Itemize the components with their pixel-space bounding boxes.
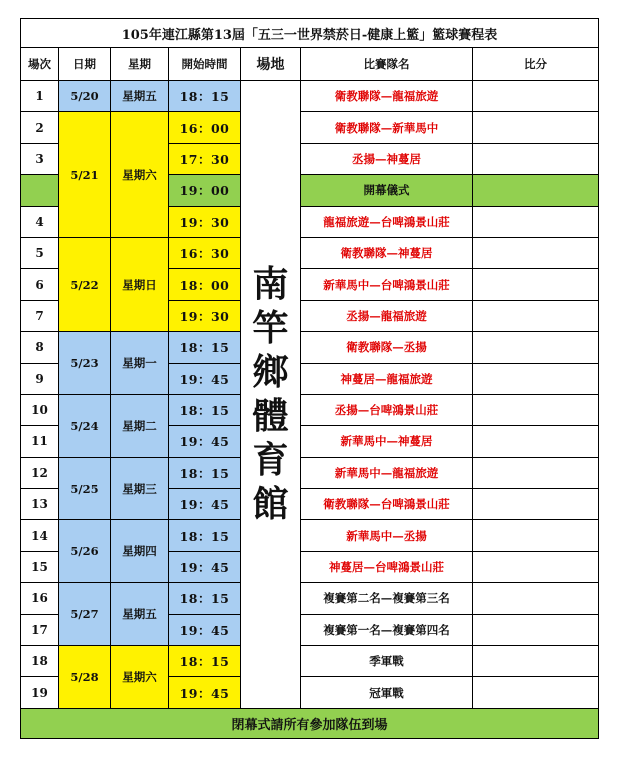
match-cell: 複賽第一名—複賽第四名 [301, 614, 473, 645]
header-date: 日期 [59, 48, 111, 81]
time-cell: 18：15 [169, 520, 241, 551]
match-cell: 衛教聯隊—龍福旅遊 [301, 81, 473, 112]
match-cell: 衛教聯隊—丞揚 [301, 332, 473, 363]
score-cell [473, 646, 599, 677]
time-cell: 19：45 [169, 677, 241, 708]
score-cell [473, 175, 599, 206]
round-cell: 12 [21, 457, 59, 488]
match-cell: 神蔓居—龍福旅遊 [301, 363, 473, 394]
score-cell [473, 614, 599, 645]
time-cell: 19：45 [169, 551, 241, 582]
table-row [21, 112, 599, 143]
venue-character: 體 [252, 395, 289, 438]
match-cell: 冠軍戰 [301, 677, 473, 708]
weekday-cell: 星期六 [111, 646, 169, 709]
header-start-time: 開始時間 [169, 48, 241, 81]
score-cell [473, 583, 599, 614]
date-cell: 5/26 [59, 520, 111, 583]
date-cell: 5/21 [59, 112, 111, 238]
score-cell [473, 677, 599, 708]
schedule-table [20, 18, 599, 739]
round-cell: 4 [21, 206, 59, 237]
table-row [21, 646, 599, 677]
date-cell: 5/28 [59, 646, 111, 709]
time-cell: 18：15 [169, 332, 241, 363]
match-cell: 新華馬中—台啤鴻景山莊 [301, 269, 473, 300]
time-cell: 18：15 [169, 81, 241, 112]
closing-notice: 閉幕式請所有參加隊伍到場 [21, 708, 599, 738]
match-cell: 衛教聯隊—台啤鴻景山莊 [301, 489, 473, 520]
round-cell: 15 [21, 551, 59, 582]
header-score: 比分 [473, 48, 599, 81]
time-cell: 19：30 [169, 300, 241, 331]
date-cell: 5/23 [59, 332, 111, 395]
venue-label [241, 262, 300, 526]
weekday-cell: 星期二 [111, 394, 169, 457]
time-cell: 19：45 [169, 363, 241, 394]
round-cell: 11 [21, 426, 59, 457]
venue-character: 館 [252, 483, 289, 526]
venue-cell [241, 81, 301, 709]
header-weekday: 星期 [111, 48, 169, 81]
round-cell: 17 [21, 614, 59, 645]
round-cell: 2 [21, 112, 59, 143]
time-cell: 19：45 [169, 489, 241, 520]
score-cell [473, 300, 599, 331]
score-cell [473, 489, 599, 520]
page-title: 105年連江縣第13屆「五三一世界禁菸日-健康上籃」籃球賽程表 [21, 19, 599, 48]
match-cell: 複賽第二名—複賽第三名 [301, 583, 473, 614]
weekday-cell: 星期六 [111, 112, 169, 238]
time-cell: 18：15 [169, 457, 241, 488]
match-cell: 衛教聯隊—神蔓居 [301, 237, 473, 268]
time-cell: 16：00 [169, 112, 241, 143]
date-cell: 5/27 [59, 583, 111, 646]
table-row [21, 237, 599, 268]
score-cell [473, 81, 599, 112]
weekday-cell: 星期五 [111, 583, 169, 646]
match-cell: 龍福旅遊—台啤鴻景山莊 [301, 206, 473, 237]
round-cell: 6 [21, 269, 59, 300]
score-cell [473, 551, 599, 582]
match-cell: 丞揚—神蔓居 [301, 143, 473, 174]
round-cell [21, 175, 59, 206]
score-cell [473, 332, 599, 363]
match-cell: 新華馬中—丞揚 [301, 520, 473, 551]
score-cell [473, 394, 599, 425]
venue-character: 育 [252, 439, 289, 482]
time-cell: 18：15 [169, 394, 241, 425]
round-cell: 14 [21, 520, 59, 551]
date-cell: 5/24 [59, 394, 111, 457]
weekday-cell: 星期三 [111, 457, 169, 520]
match-cell: 神蔓居—台啤鴻景山莊 [301, 551, 473, 582]
header-round: 場次 [21, 48, 59, 81]
header-match: 比賽隊名 [301, 48, 473, 81]
score-cell [473, 269, 599, 300]
score-cell [473, 206, 599, 237]
round-cell: 8 [21, 332, 59, 363]
round-cell: 16 [21, 583, 59, 614]
table-row [21, 583, 599, 614]
table-row [21, 457, 599, 488]
round-cell: 18 [21, 646, 59, 677]
date-cell: 5/25 [59, 457, 111, 520]
table-row [21, 332, 599, 363]
round-cell: 19 [21, 677, 59, 708]
round-cell: 1 [21, 81, 59, 112]
time-cell: 19：30 [169, 206, 241, 237]
time-cell: 18：15 [169, 583, 241, 614]
venue-character: 竿 [252, 307, 289, 350]
round-cell: 3 [21, 143, 59, 174]
header-venue: 場地 [241, 48, 301, 81]
score-cell [473, 520, 599, 551]
header-row [21, 48, 599, 81]
time-cell: 19：45 [169, 614, 241, 645]
table-row [21, 394, 599, 425]
round-cell: 9 [21, 363, 59, 394]
venue-character: 鄉 [252, 351, 289, 394]
match-cell: 新華馬中—神蔓居 [301, 426, 473, 457]
match-cell: 季軍戰 [301, 646, 473, 677]
score-cell [473, 112, 599, 143]
match-cell: 衛教聯隊—新華馬中 [301, 112, 473, 143]
match-cell: 開幕儀式 [301, 175, 473, 206]
time-cell: 19：45 [169, 426, 241, 457]
match-cell: 新華馬中—龍福旅遊 [301, 457, 473, 488]
time-cell: 19：00 [169, 175, 241, 206]
score-cell [473, 363, 599, 394]
table-row [21, 520, 599, 551]
round-cell: 7 [21, 300, 59, 331]
match-cell: 丞揚—台啤鴻景山莊 [301, 394, 473, 425]
date-cell: 5/22 [59, 237, 111, 331]
table-row [21, 81, 599, 112]
time-cell: 17：30 [169, 143, 241, 174]
round-cell: 5 [21, 237, 59, 268]
weekday-cell: 星期五 [111, 81, 169, 112]
score-cell [473, 457, 599, 488]
venue-character: 南 [252, 263, 289, 306]
score-cell [473, 237, 599, 268]
weekday-cell: 星期日 [111, 237, 169, 331]
score-cell [473, 426, 599, 457]
time-cell: 18：00 [169, 269, 241, 300]
round-cell: 13 [21, 489, 59, 520]
round-cell: 10 [21, 394, 59, 425]
date-cell: 5/20 [59, 81, 111, 112]
score-cell [473, 143, 599, 174]
match-cell: 丞揚—龍福旅遊 [301, 300, 473, 331]
time-cell: 18：15 [169, 646, 241, 677]
weekday-cell: 星期四 [111, 520, 169, 583]
weekday-cell: 星期一 [111, 332, 169, 395]
time-cell: 16：30 [169, 237, 241, 268]
